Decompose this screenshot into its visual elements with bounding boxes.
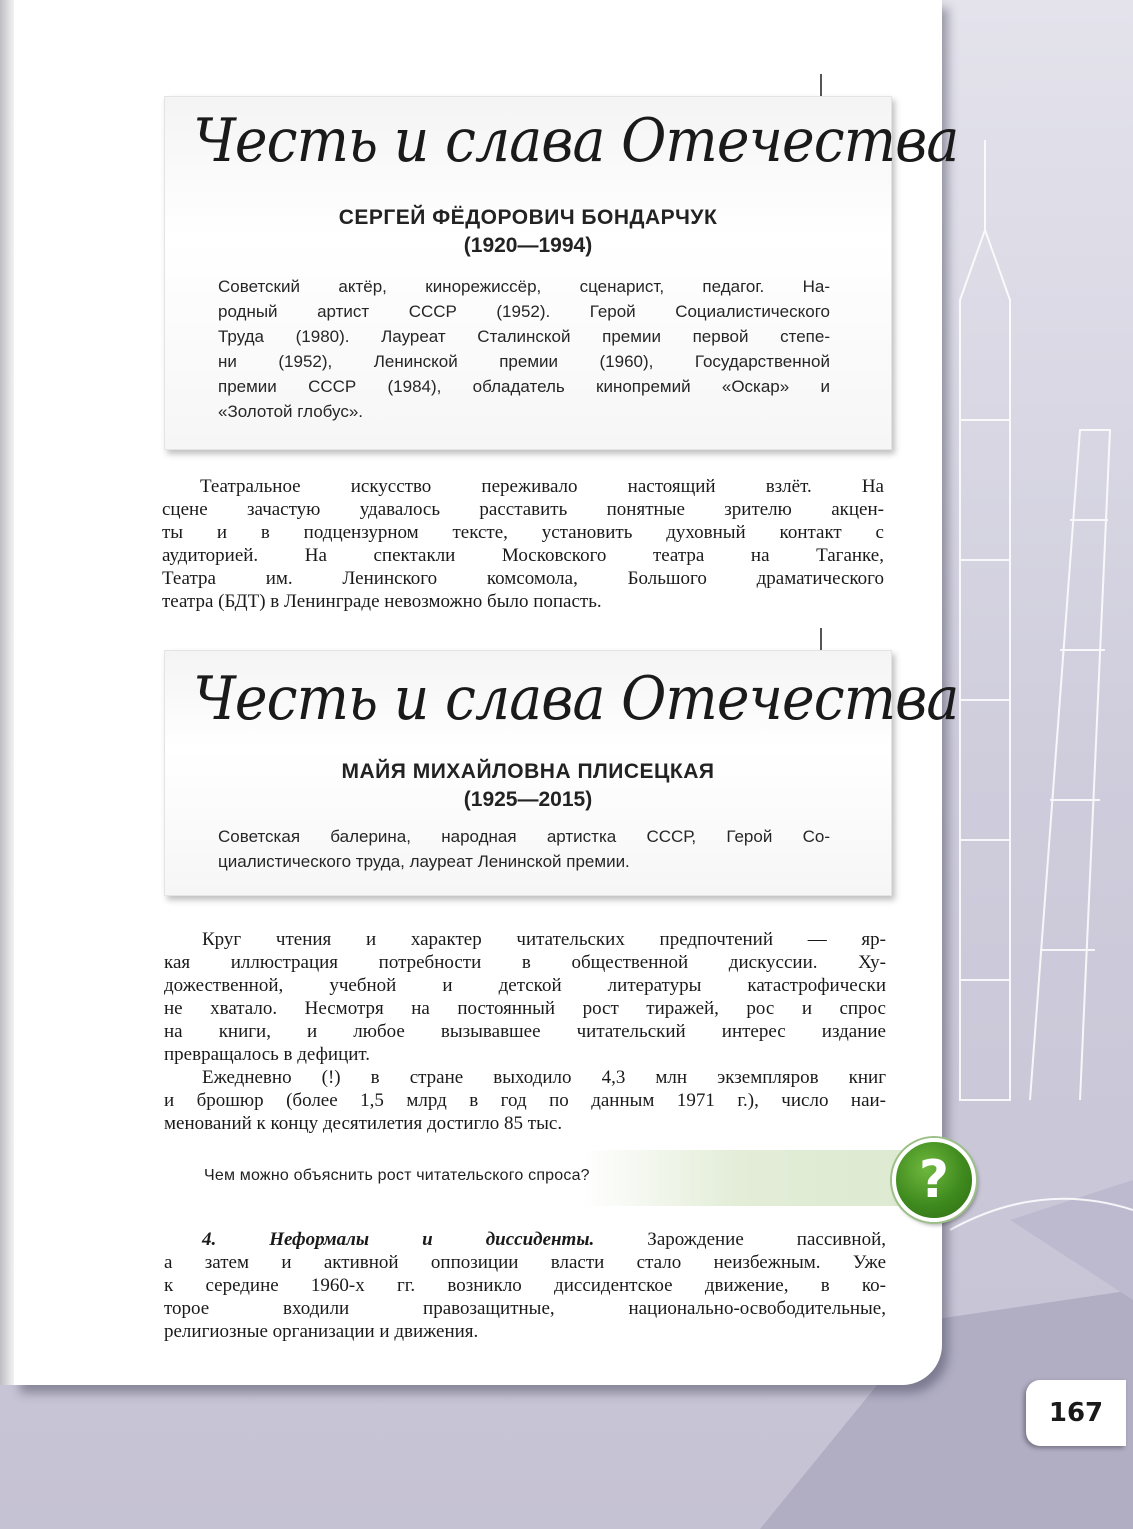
bio-line: родный артист СССР (1952). Герой Социалистического bbox=[218, 302, 830, 321]
text-line: менований к концу десятилетия достигло 85 тыс. bbox=[164, 1113, 563, 1134]
text-line: Ежедневно (!) в стране выходило 4,3 млн экземпляров книг bbox=[202, 1067, 886, 1088]
honor-box-bondarchuk bbox=[164, 96, 959, 450]
person-years: (1920—1994) bbox=[463, 234, 593, 257]
person-bio bbox=[218, 274, 830, 424]
text-line: аудиторией. На спектакли Московского театра на Таганке, bbox=[162, 545, 884, 566]
person-bio bbox=[218, 824, 830, 874]
question-bar bbox=[164, 1150, 926, 1206]
text-line: превращалось в дефицит. bbox=[164, 1044, 371, 1065]
section-rubric: 4. Неформалы и диссиденты. bbox=[202, 1229, 595, 1250]
paragraph-reading bbox=[164, 928, 886, 1135]
bio-line: ни (1952), Ленинской премии (1960), Государственной bbox=[218, 352, 830, 371]
text-line: Круг чтения и характер читательских предпочтений — яр- bbox=[202, 929, 886, 950]
text-line bbox=[164, 1228, 886, 1251]
text-line: религиозные организации и движения. bbox=[164, 1321, 479, 1342]
bio-line: премии СССР (1984), обладатель кинопремий «Оскар» и bbox=[218, 377, 830, 396]
question-icon: ? bbox=[892, 1138, 976, 1222]
page-number: 167 bbox=[1026, 1380, 1126, 1446]
honor-heading: Честь и слава Отечества bbox=[193, 106, 959, 176]
person-name: СЕРГЕЙ ФЁДОРОВИЧ БОНДАРЧУК bbox=[338, 206, 718, 229]
person-years: (1925—2015) bbox=[463, 788, 593, 811]
honor-box-plisetskaya bbox=[164, 650, 959, 896]
page-card bbox=[14, 0, 959, 1385]
text-line: дожественной, учебной и детской литературы катастрофически bbox=[164, 975, 886, 996]
bio-line: Советский актёр, кинорежиссёр, сценарист, педагог. На- bbox=[218, 277, 830, 296]
text-line: на книги, и любое вызывавшее читательский интерес издание bbox=[164, 1021, 886, 1042]
corner-tick bbox=[820, 74, 822, 96]
bio-line: Труда (1980). Лауреат Сталинской премии первой степе- bbox=[218, 327, 830, 346]
paragraph-dissidents bbox=[164, 1228, 886, 1343]
bio-line: циалистического труда, лауреат Ленинской премии. bbox=[218, 852, 630, 871]
bio-line: Советская балерина, народная артистка СССР, Герой Со- bbox=[218, 827, 830, 846]
text-line: сцене зачастую удавалось расставить понятные зрителю акцен- bbox=[162, 499, 884, 520]
text-line: к середине 1960-х гг. возникло диссидентское движение, в ко- bbox=[164, 1275, 886, 1296]
text-line: театра (БДТ) в Ленинграде невозможно было попасть. bbox=[162, 591, 602, 612]
text-line: и брошюр (более 1,5 млрд в год по данным 1971 г.), число наи- bbox=[164, 1090, 886, 1111]
text-line: а затем и активной оппозиции власти стало неизбежным. Уже bbox=[164, 1252, 886, 1273]
text-line: Театральное искусство переживало настоящий взлёт. На bbox=[200, 476, 884, 497]
question-text: Чем можно объяснить рост читательского спроса? bbox=[204, 1167, 590, 1184]
corner-tick bbox=[820, 628, 822, 650]
bio-line: «Золотой глобус». bbox=[218, 402, 364, 421]
text-line: ты и в подцензурном тексте, установить духовный контакт с bbox=[162, 522, 884, 543]
honor-heading: Честь и слава Отечества bbox=[193, 664, 959, 734]
text-line: не хватало. Несмотря на постоянный рост тиражей, рос и спрос bbox=[164, 998, 886, 1019]
text-line: Театра им. Ленинского комсомола, Большого драматического bbox=[162, 568, 884, 589]
text-fragment: Зарождение пассивной, bbox=[594, 1229, 886, 1250]
text-line: торое входили правозащитные, национально-освободительные, bbox=[164, 1298, 886, 1319]
paragraph-theatre bbox=[162, 475, 884, 613]
text-line: кая иллюстрация потребности в общественной дискуссии. Ху- bbox=[164, 952, 886, 973]
person-name: МАЙЯ МИХАЙЛОВНА ПЛИСЕЦКАЯ bbox=[341, 760, 715, 783]
